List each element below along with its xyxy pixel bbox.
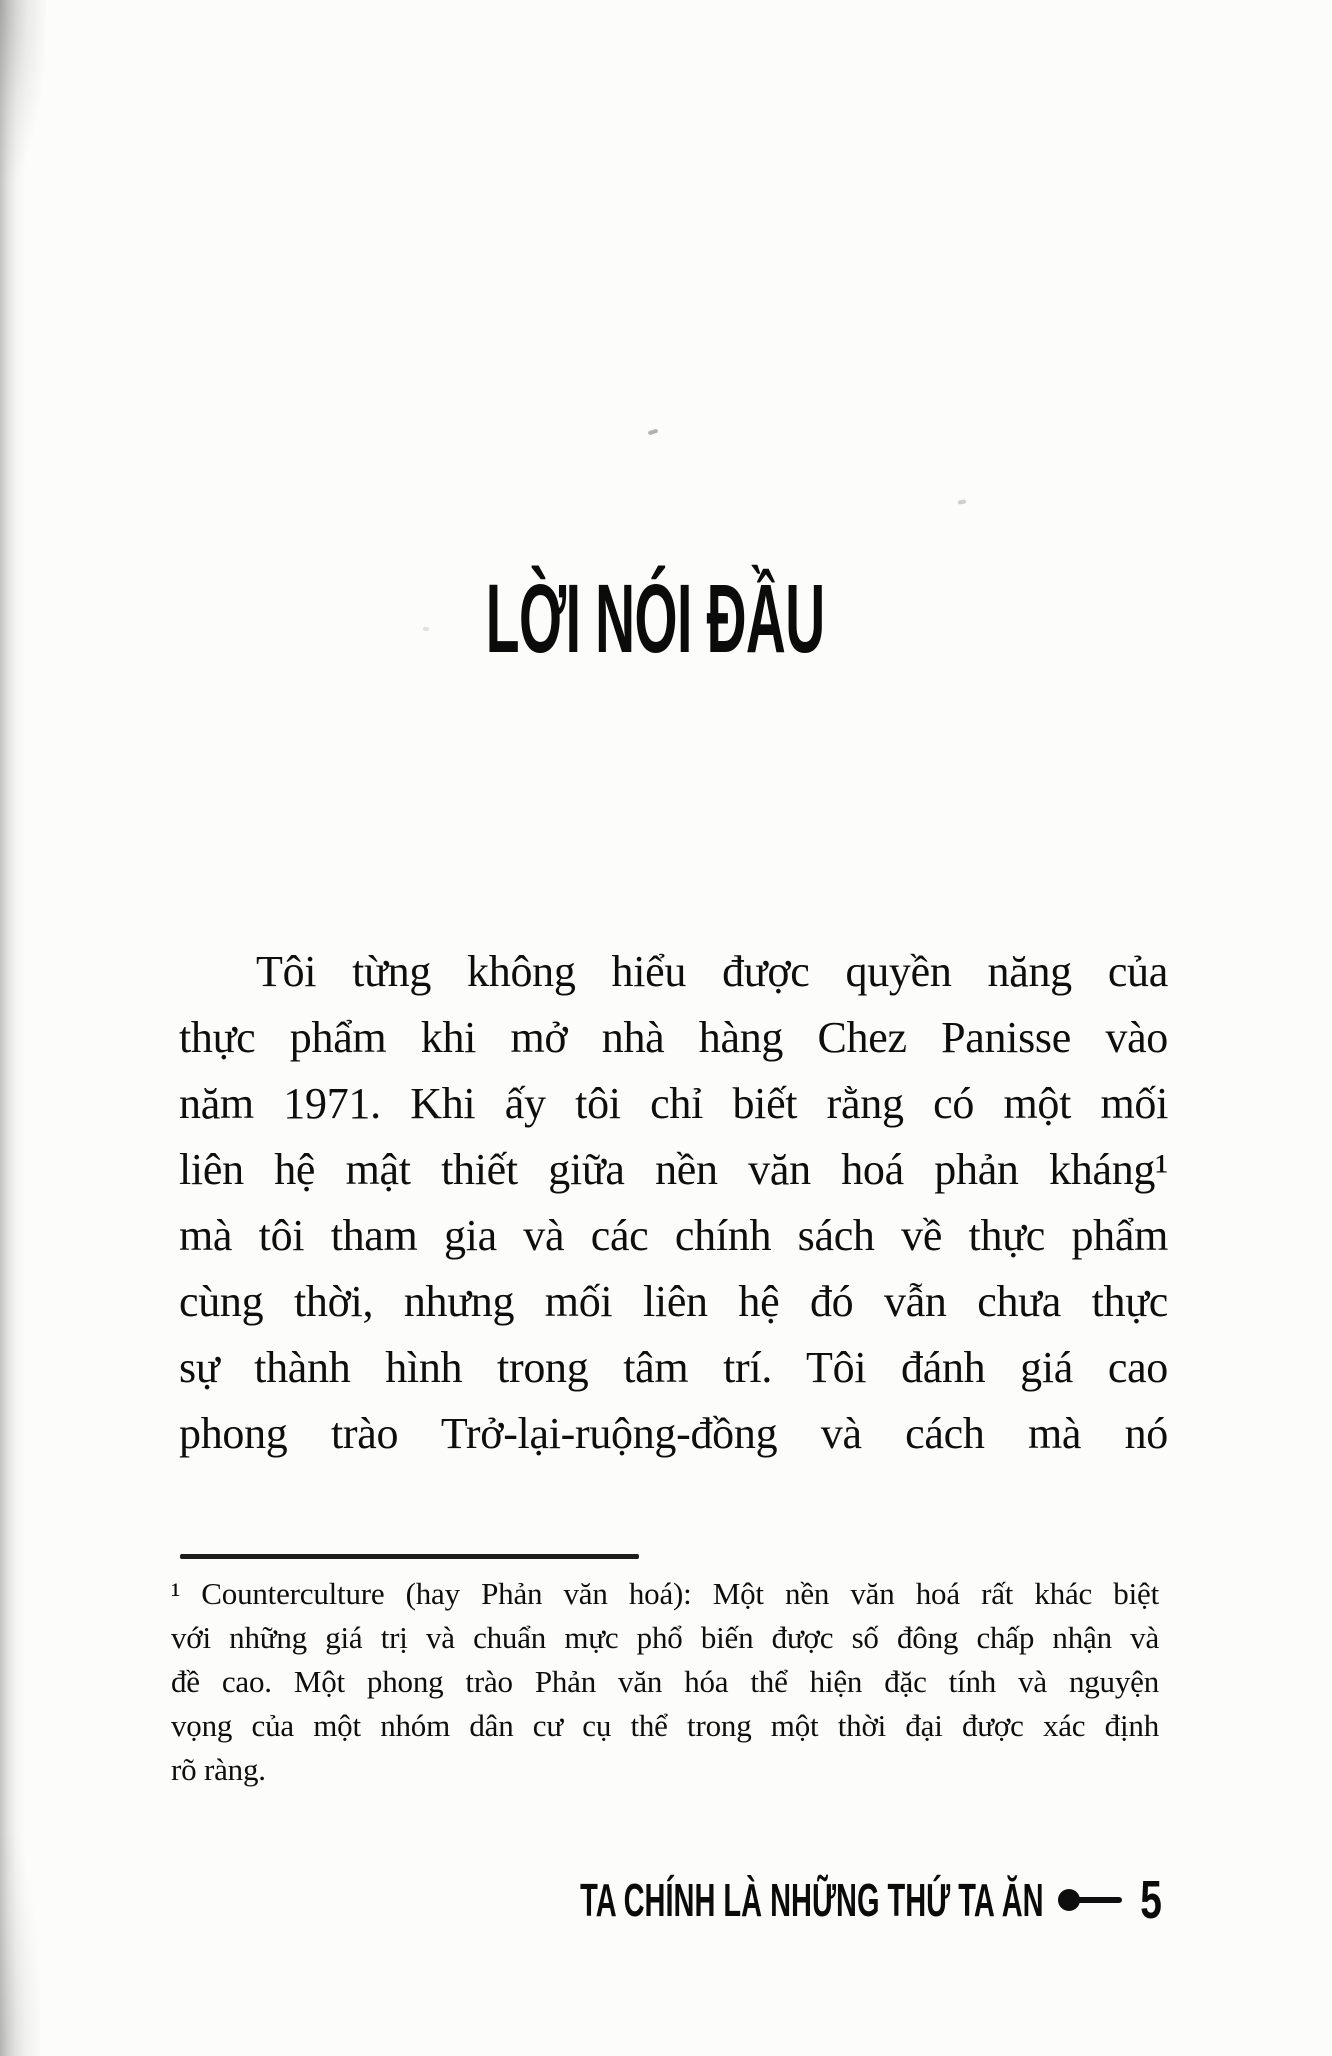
scan-edge-shadow [0, 0, 26, 2056]
page-number: 5 [1140, 1870, 1162, 1930]
body-line: mà tôi tham gia và các chính sách về thực phẩm [179, 1211, 1168, 1260]
body-paragraph [179, 939, 1168, 1467]
body-line: cùng thời, nhưng mối liên hệ đó vẫn chưa thực [179, 1277, 1168, 1326]
footnote-line: với những giá trị và chuẩn mực phổ biến được số đông chấp nhận và [171, 1620, 1159, 1655]
footnote-line: ¹ Counterculture (hay Phản văn hoá): Một nền văn hoá rất khác biệt [171, 1576, 1159, 1611]
body-line: liên hệ mật thiết giữa nền văn hoá phản kháng¹ [179, 1145, 1168, 1194]
body-line: sự thành hình trong tâm trí. Tôi đánh giá cao [179, 1343, 1168, 1392]
page-footer [308, 1872, 1166, 1928]
body-line: năm 1971. Khi ấy tôi chỉ biết rằng có một mối [179, 1079, 1168, 1128]
footnote-line: đề cao. Một phong trào Phản văn hóa thể hiện đặc tính và nguyện [171, 1664, 1159, 1699]
bullet-dash-ornament-icon [1058, 1888, 1122, 1912]
scan-speck [423, 627, 429, 632]
chapter-title-text: LỜI NÓI ĐẦU [486, 564, 825, 673]
body-line: thực phẩm khi mở nhà hàng Chez Panisse vào [179, 1013, 1168, 1062]
running-title: TA CHÍNH LÀ NHỮNG THỨ TA ĂN [580, 1874, 1044, 1926]
body-line: Tôi từng không hiểu được quyền năng của [256, 947, 1168, 996]
footnote-divider [180, 1554, 639, 1559]
footnote-line: rõ ràng. [171, 1752, 266, 1787]
scan-speck [648, 429, 659, 436]
scan-speck [958, 499, 967, 504]
body-line: phong trào Trở-lại-ruộng-đồng và cách mà nó [179, 1409, 1168, 1458]
footnote [171, 1572, 1159, 1792]
chapter-title [179, 564, 1168, 673]
footnote-line: vọng của một nhóm dân cư cụ thể trong một thời đại được xác định [171, 1708, 1159, 1743]
